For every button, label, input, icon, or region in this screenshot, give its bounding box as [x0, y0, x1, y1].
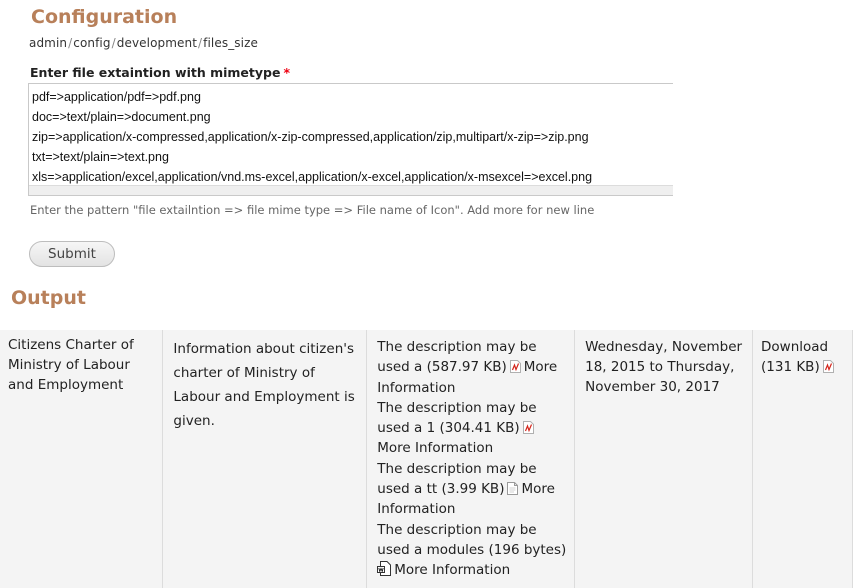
charter-info: Information about citizen's charter of Ministry of Labour and Employment is given.	[173, 341, 355, 429]
charter-name: Citizens Charter of Ministry of Labour and Employment	[8, 337, 134, 393]
mimetype-field-label	[30, 65, 290, 80]
breadcrumb-separator: /	[68, 36, 73, 50]
breadcrumb-separator: /	[111, 36, 116, 50]
mimetype-line: xls=>application/excel,application/vnd.ms-excel,application/x-excel,application/x-msexcel=>excel.png	[32, 170, 593, 184]
required-marker: *	[283, 65, 290, 80]
text-file-icon[interactable]	[507, 482, 518, 495]
word-file-icon[interactable]	[377, 561, 391, 576]
more-information-link[interactable]: More Information	[394, 562, 511, 579]
description-item	[377, 459, 568, 520]
mimetype-line: txt=>text/plain=>text.png	[32, 150, 169, 164]
date-range: Wednesday, November 18, 2015 to Thursday, November 30, 2017	[585, 339, 743, 395]
output-table	[0, 330, 853, 588]
descriptions-cell	[367, 330, 575, 588]
breadcrumb	[29, 36, 258, 50]
charter-name-cell	[0, 330, 163, 588]
mimetype-line: pdf=>application/pdf=>pdf.png	[32, 90, 201, 104]
breadcrumb-item: files_size	[203, 36, 258, 50]
description-item	[377, 398, 568, 459]
description-text: The description may be used a modules (196 bytes)	[377, 521, 567, 558]
pdf-file-icon[interactable]	[823, 360, 834, 373]
breadcrumb-item[interactable]: development	[116, 36, 198, 50]
charter-info-cell	[163, 330, 367, 588]
date-range-cell	[575, 330, 753, 588]
breadcrumb-item[interactable]: admin	[29, 36, 68, 50]
description-item	[377, 520, 568, 581]
configuration-title: Configuration	[31, 6, 178, 28]
description-item	[377, 337, 568, 398]
description-text: The description may be used a 1 (304.41 KB)	[377, 399, 537, 437]
horizontal-scrollbar[interactable]	[29, 185, 673, 195]
table-row	[0, 330, 853, 588]
pdf-file-icon[interactable]	[510, 360, 521, 373]
breadcrumb-separator: /	[198, 36, 203, 50]
description-text: The description may be used a tt (3.99 KB)	[377, 460, 537, 498]
more-information-link[interactable]: More Information	[377, 481, 555, 518]
download-cell	[753, 330, 853, 588]
mimetype-line: doc=>text/plain=>document.png	[32, 110, 211, 124]
mimetype-field-label-text: Enter file extaintion with mimetype	[30, 65, 281, 80]
pdf-file-icon[interactable]	[523, 421, 534, 434]
mimetype-line: zip=>application/x-compressed,application/x-zip-compressed,application/zip,multipart/x-zip=>zip.png	[32, 130, 589, 144]
more-information-link[interactable]: More Information	[377, 359, 558, 396]
submit-button[interactable]: Submit	[29, 241, 115, 267]
breadcrumb-item[interactable]: config	[73, 36, 111, 50]
output-title: Output	[11, 287, 86, 309]
more-information-link[interactable]: More Information	[377, 440, 494, 457]
mimetype-textarea[interactable]	[28, 83, 673, 196]
description-text: The description may be used a (587.97 KB)	[377, 339, 537, 376]
download-link[interactable]: Download	[761, 339, 829, 355]
field-help-text: Enter the pattern "file extailntion => file mime type => File name of Icon". Add more for new line	[30, 203, 595, 217]
download-size: (131 KB)	[761, 359, 820, 375]
